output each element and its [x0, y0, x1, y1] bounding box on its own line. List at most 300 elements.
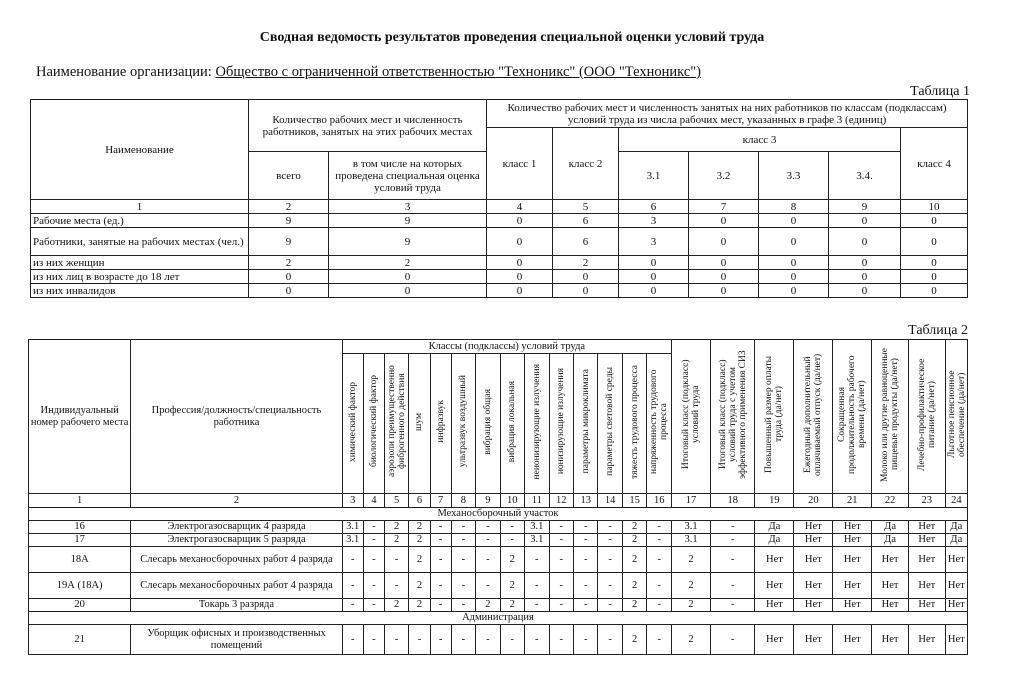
t1-value-cell: 9 [329, 228, 487, 256]
t1-header-assessed: в том числе на которых проведена специальная оценка условий труда [329, 152, 487, 200]
t1-value-cell: 0 [619, 256, 689, 270]
t2-value-cell: Нет [908, 521, 945, 534]
t2-value-cell: 2 [500, 547, 524, 573]
t2-header-factor [647, 354, 672, 494]
t2-header-factor-label: параметры микроклимата [580, 369, 591, 474]
t2-header-factor-label: ультразвук воздушный [458, 375, 469, 468]
t1-header-3-3: 3.3 [759, 152, 829, 200]
t2-value-cell: Нет [833, 547, 872, 573]
t1-header-class1: класс 1 [487, 128, 553, 200]
t2-header-factor-label: химический фактор [347, 381, 358, 462]
t1-number-cell: 3 [329, 200, 487, 214]
t1-number-cell: 9 [829, 200, 901, 214]
table1-caption: Таблица 1 [910, 84, 970, 99]
t2-value-cell: - [549, 521, 573, 534]
t1-value-cell: 9 [249, 214, 329, 228]
t1-header-group1: Количество рабочих мест и численность работников, занятых на этих рабочих местах [249, 100, 487, 152]
t2-value-cell: - [549, 547, 573, 573]
t2-header-factor-label: Итоговый класс (подкласс) условий труда с учетом эффективного применения СИЗ [717, 350, 748, 479]
t1-row-label: из них женщин [31, 256, 249, 270]
t2-number-cell: 13 [573, 494, 597, 508]
t1-header-3-4: 3.4. [829, 152, 901, 200]
t2-number-cell: 21 [833, 494, 872, 508]
t2-header-factor-label: шум [414, 412, 425, 431]
t2-row [29, 573, 968, 599]
t2-number-cell: 6 [409, 494, 430, 508]
t2-value-cell: - [430, 521, 451, 534]
t2-header-factor-label: вибрация общая [482, 388, 493, 455]
t2-workplace-number: 18А [29, 547, 131, 573]
t2-number-cell: 3 [342, 494, 363, 508]
t2-value-cell: - [363, 521, 384, 534]
t1-value-cell: 0 [329, 284, 487, 298]
t2-value-cell: - [598, 573, 622, 599]
t1-value-cell: 0 [487, 214, 553, 228]
t1-value-cell: 0 [553, 284, 619, 298]
t2-section-row [29, 612, 968, 625]
t1-value-cell: 0 [249, 284, 329, 298]
t2-header-factor [672, 340, 711, 494]
table2-caption: Таблица 2 [908, 323, 968, 338]
t1-header-group2: Количество рабочих мест и численность занятых на них работников по классам (подклассам) условий труда из числа рабочих мест, указанных в графе 3 (единиц) [487, 100, 968, 128]
summary-table [30, 99, 968, 298]
t2-value-cell: - [476, 521, 500, 534]
t2-value-cell: - [363, 625, 384, 655]
t2-value-cell: - [573, 599, 597, 612]
t2-number-cell: 20 [794, 494, 833, 508]
t2-value-cell: 2 [409, 521, 430, 534]
t1-value-cell: 6 [553, 228, 619, 256]
t2-value-cell: - [500, 625, 524, 655]
t2-value-cell: - [430, 573, 451, 599]
t2-value-cell: Нет [833, 599, 872, 612]
t2-value-cell: - [384, 625, 408, 655]
t2-value-cell: Да [755, 521, 794, 534]
t2-value-cell: - [647, 521, 672, 534]
t2-number-cell: 11 [525, 494, 549, 508]
t2-number-cell: 12 [549, 494, 573, 508]
t2-header-factor-label: Лечебно-профилактическое питание (да/нет) [916, 358, 937, 471]
t2-value-cell: 3.1 [525, 521, 549, 534]
t2-number-cell: 8 [451, 494, 475, 508]
t2-profession: Уборщик офисных и производственных помещений [131, 625, 342, 655]
t2-value-cell: 2 [409, 547, 430, 573]
t2-value-cell: - [549, 573, 573, 599]
t1-value-cell: 0 [487, 228, 553, 256]
t1-value-cell: 0 [829, 214, 901, 228]
t2-value-cell: - [476, 534, 500, 547]
t1-value-cell: 0 [901, 214, 968, 228]
t2-header-factor [872, 340, 909, 494]
t1-row-label: из них инвалидов [31, 284, 249, 298]
t1-value-cell: 2 [249, 256, 329, 270]
t1-value-cell: 2 [553, 256, 619, 270]
t2-header-factor-label: Сокращенная продолжительность рабочего времени (да/нет) [837, 355, 868, 474]
t2-value-cell: 2 [409, 599, 430, 612]
t2-value-cell: - [451, 599, 475, 612]
t2-header-factor-label: Итоговый класс (подкласс) условий труда [681, 359, 702, 470]
t2-value-cell: 2 [672, 599, 711, 612]
t2-header-factor-label: инфразвук [435, 400, 446, 443]
t2-header-factor [363, 354, 384, 494]
t2-value-cell: Нет [755, 573, 794, 599]
t2-value-cell: - [363, 534, 384, 547]
t2-value-cell: 2 [622, 547, 646, 573]
t1-value-cell: 0 [829, 256, 901, 270]
t2-value-cell: - [500, 534, 524, 547]
t1-row-label: из них лиц в возрасте до 18 лет [31, 270, 249, 284]
t2-value-cell: - [647, 534, 672, 547]
t2-value-cell: 2 [622, 573, 646, 599]
t2-header-factor-label: неионизирующие излучения [531, 363, 542, 480]
t2-value-cell: 2 [672, 625, 711, 655]
t2-value-cell: 3.1 [342, 534, 363, 547]
t2-header-factor-label: Ежегодный дополнительный оплачиваемый отпуск (да/нет) [803, 353, 824, 476]
t1-value-cell: 0 [759, 214, 829, 228]
t2-value-cell: 2 [409, 573, 430, 599]
t2-value-cell: Нет [908, 534, 945, 547]
t2-number-row [29, 494, 968, 508]
t2-header-factor-label: напряженность трудового процесса [649, 369, 670, 474]
t2-number-cell: 14 [598, 494, 622, 508]
t2-profession: Слесарь механосборочных работ 4 разряда [131, 547, 342, 573]
t2-value-cell: Нет [833, 625, 872, 655]
t2-value-cell: - [573, 534, 597, 547]
t2-value-cell: 2 [384, 521, 408, 534]
t2-header-factor [409, 354, 430, 494]
t2-row [29, 521, 968, 534]
t2-value-cell: - [476, 547, 500, 573]
t2-header-factor [833, 340, 872, 494]
t2-value-cell: - [710, 534, 754, 547]
t2-value-cell: - [710, 573, 754, 599]
t2-number-cell: 10 [500, 494, 524, 508]
t2-value-cell: 3.1 [525, 534, 549, 547]
t1-row [31, 228, 968, 256]
t2-value-cell: 2 [384, 599, 408, 612]
t1-header-3-1: 3.1 [619, 152, 689, 200]
t2-value-cell: - [573, 573, 597, 599]
t2-value-cell: - [525, 625, 549, 655]
t2-value-cell: Да [872, 521, 909, 534]
t2-value-cell: 3.1 [672, 521, 711, 534]
t2-value-cell: - [500, 521, 524, 534]
t1-value-cell: 0 [619, 270, 689, 284]
t1-value-cell: 0 [759, 270, 829, 284]
t2-number-cell: 15 [622, 494, 646, 508]
t2-value-cell: - [549, 599, 573, 612]
t1-value-cell: 0 [759, 256, 829, 270]
t1-number-cell: 2 [249, 200, 329, 214]
t2-header-classes: Классы (подклассы) условий труда [342, 340, 671, 354]
t2-value-cell: - [430, 599, 451, 612]
t2-value-cell: 2 [672, 573, 711, 599]
t1-row [31, 284, 968, 298]
t2-value-cell: - [598, 625, 622, 655]
t2-number-cell: 4 [363, 494, 384, 508]
t2-header-factor [451, 354, 475, 494]
t1-row [31, 270, 968, 284]
t2-value-cell: Нет [908, 547, 945, 573]
t2-value-cell: Нет [872, 625, 909, 655]
t2-value-cell: - [363, 573, 384, 599]
t2-number-cell: 17 [672, 494, 711, 508]
t1-header-name: Наименование [31, 100, 249, 200]
t1-value-cell: 0 [487, 270, 553, 284]
t2-value-cell: Нет [945, 573, 967, 599]
t1-value-cell: 9 [329, 214, 487, 228]
t1-value-cell: 9 [249, 228, 329, 256]
t2-value-cell: - [549, 534, 573, 547]
t2-value-cell: Нет [794, 625, 833, 655]
t2-value-cell: Нет [833, 521, 872, 534]
t2-value-cell: 2 [672, 547, 711, 573]
t2-value-cell: 2 [622, 534, 646, 547]
t2-row [29, 534, 968, 547]
t2-number-cell: 23 [908, 494, 945, 508]
t2-value-cell: - [363, 547, 384, 573]
t2-value-cell: - [342, 625, 363, 655]
t2-value-cell: Да [755, 534, 794, 547]
t2-header-factor [476, 354, 500, 494]
t2-header-factor [549, 354, 573, 494]
t2-value-cell: Нет [945, 599, 967, 612]
t2-value-cell: Нет [755, 599, 794, 612]
t2-value-cell: 2 [384, 534, 408, 547]
t2-value-cell: Нет [908, 573, 945, 599]
t2-value-cell: Нет [872, 573, 909, 599]
t2-header-factor [598, 354, 622, 494]
t1-number-cell: 10 [901, 200, 968, 214]
t2-header-factor [710, 340, 754, 494]
t1-number-cell: 1 [31, 200, 249, 214]
t2-value-cell: - [525, 599, 549, 612]
t1-header-3-2: 3.2 [689, 152, 759, 200]
t2-header-factor-label: аэрозоли преимущественно фиброгенного действия [386, 365, 407, 478]
t2-header-factor-label: Повышенный размер оплаты труда (да/нет) [764, 355, 785, 474]
t2-value-cell: 3.1 [342, 521, 363, 534]
t1-value-cell: 0 [689, 228, 759, 256]
t1-number-cell: 6 [619, 200, 689, 214]
t2-value-cell: Да [945, 521, 967, 534]
t1-value-cell: 0 [901, 270, 968, 284]
t1-row-label: Работники, занятые на рабочих местах (чел.) [31, 228, 249, 256]
t1-value-cell: 0 [249, 270, 329, 284]
t2-header-factor-label: тяжесть трудового процесса [629, 364, 640, 479]
t2-value-cell: - [710, 521, 754, 534]
workplaces-table [28, 339, 968, 655]
t2-value-cell: Нет [908, 625, 945, 655]
t2-value-cell: - [598, 521, 622, 534]
t2-value-cell: - [409, 625, 430, 655]
t1-number-cell: 7 [689, 200, 759, 214]
t2-value-cell: - [598, 534, 622, 547]
t2-value-cell: Нет [945, 547, 967, 573]
t2-value-cell: - [451, 534, 475, 547]
t2-number-cell: 5 [384, 494, 408, 508]
t1-row [31, 214, 968, 228]
t2-value-cell: - [451, 573, 475, 599]
t2-header-factor [755, 340, 794, 494]
t2-value-cell: Нет [908, 599, 945, 612]
t1-value-cell: 0 [901, 228, 968, 256]
t1-value-cell: 3 [619, 228, 689, 256]
t2-value-cell: - [430, 534, 451, 547]
t2-value-cell: - [573, 547, 597, 573]
t1-value-cell: 0 [901, 284, 968, 298]
t2-value-cell: - [710, 599, 754, 612]
t2-value-cell: Нет [872, 599, 909, 612]
t2-value-cell: - [710, 625, 754, 655]
t2-value-cell: - [647, 547, 672, 573]
t2-value-cell: - [476, 573, 500, 599]
t1-header-class4: класс 4 [901, 128, 968, 200]
t2-profession: Электрогазосварщик 5 разряда [131, 534, 342, 547]
t1-value-cell: 0 [901, 256, 968, 270]
t2-value-cell: 2 [622, 599, 646, 612]
t2-number-cell: 2 [131, 494, 342, 508]
t1-value-cell: 2 [329, 256, 487, 270]
t2-header-factor-label: параметры световой среды [605, 367, 616, 476]
t2-section-row [29, 508, 968, 521]
t2-value-cell: - [573, 521, 597, 534]
t2-workplace-number: 16 [29, 521, 131, 534]
t2-header-factor-label: ионизирующие излучения [556, 368, 567, 475]
t2-header-factor [573, 354, 597, 494]
t2-value-cell: - [598, 547, 622, 573]
t2-profession: Слесарь механосборочных работ 4 разряда [131, 573, 342, 599]
t1-value-cell: 0 [689, 256, 759, 270]
t1-number-cell: 8 [759, 200, 829, 214]
t2-value-cell: - [573, 625, 597, 655]
t2-header-factor-label: биологический фактор [368, 375, 379, 468]
t2-number-cell: 19 [755, 494, 794, 508]
t2-value-cell: - [710, 547, 754, 573]
t2-value-cell: Нет [794, 547, 833, 573]
t2-number-cell: 18 [710, 494, 754, 508]
t2-value-cell: - [363, 599, 384, 612]
t2-value-cell: - [525, 547, 549, 573]
t2-header-factor [622, 354, 646, 494]
t2-header-factor [945, 340, 967, 494]
t2-value-cell: Да [945, 534, 967, 547]
t2-value-cell: Нет [794, 534, 833, 547]
t1-value-cell: 0 [829, 270, 901, 284]
t2-number-cell: 1 [29, 494, 131, 508]
t2-value-cell: 3.1 [672, 534, 711, 547]
t2-value-cell: - [430, 625, 451, 655]
t2-value-cell: - [451, 521, 475, 534]
t2-value-cell: - [476, 625, 500, 655]
t1-row-label: Рабочие места (ед.) [31, 214, 249, 228]
t2-value-cell: - [647, 625, 672, 655]
t2-number-cell: 24 [945, 494, 967, 508]
t2-value-cell: - [342, 573, 363, 599]
t2-value-cell: Нет [794, 521, 833, 534]
t2-header-factor [525, 354, 549, 494]
t2-value-cell: - [525, 573, 549, 599]
t2-value-cell: Нет [833, 573, 872, 599]
t2-header-profession: Профессия/должность/специальность работника [131, 340, 342, 494]
t2-value-cell: - [647, 599, 672, 612]
t2-section-mechanical: Механосборочный участок [29, 508, 968, 521]
t2-value-cell: Да [872, 534, 909, 547]
t1-value-cell: 0 [829, 228, 901, 256]
t2-value-cell: - [384, 573, 408, 599]
t2-value-cell: Нет [794, 573, 833, 599]
t2-value-cell: - [598, 599, 622, 612]
t2-workplace-number: 20 [29, 599, 131, 612]
t1-value-cell: 0 [329, 270, 487, 284]
t2-value-cell: 2 [500, 599, 524, 612]
t2-workplace-number: 19А (18А) [29, 573, 131, 599]
t2-workplace-number: 21 [29, 625, 131, 655]
t2-number-cell: 16 [647, 494, 672, 508]
t2-value-cell: - [451, 625, 475, 655]
t2-value-cell: Нет [833, 534, 872, 547]
t2-value-cell: Нет [945, 625, 967, 655]
t1-value-cell: 0 [619, 284, 689, 298]
t1-value-cell: 0 [829, 284, 901, 298]
t1-row [31, 256, 968, 270]
organization-name: Общество с ограниченной ответственностью "Техноникс" (ООО "Техноникс") [215, 64, 701, 80]
t1-value-cell: 0 [487, 256, 553, 270]
t1-value-cell: 6 [553, 214, 619, 228]
t2-value-cell: Нет [872, 547, 909, 573]
t2-header-factor-label: вибрация локальная [507, 380, 518, 463]
t2-value-cell: - [342, 599, 363, 612]
t2-header-factor [342, 354, 363, 494]
t2-header-factor [384, 354, 408, 494]
t1-value-cell: 0 [553, 270, 619, 284]
t2-header-factor-label: Льготное пенсионное обеспечение (да/нет) [946, 370, 967, 459]
t2-header-factor [908, 340, 945, 494]
t2-header-factor [794, 340, 833, 494]
t1-value-cell: 0 [759, 284, 829, 298]
t1-value-cell: 0 [689, 284, 759, 298]
t2-value-cell: Нет [755, 547, 794, 573]
t2-value-cell: 2 [500, 573, 524, 599]
t1-number-cell: 5 [553, 200, 619, 214]
t2-value-cell: - [342, 547, 363, 573]
t2-value-cell: 2 [409, 534, 430, 547]
t1-header-class2: класс 2 [553, 128, 619, 200]
organization-label: Наименование организации: [36, 64, 212, 80]
t2-number-cell: 7 [430, 494, 451, 508]
t1-number-row [31, 200, 968, 214]
t2-value-cell: 2 [622, 625, 646, 655]
t1-value-cell: 0 [689, 214, 759, 228]
t2-header-number: Индивидуальный номер рабочего места [29, 340, 131, 494]
t2-row [29, 547, 968, 573]
t1-header-class3: класс 3 [619, 128, 901, 152]
t2-number-cell: 9 [476, 494, 500, 508]
document-title: Сводная ведомость результатов проведения специальной оценки условий труда [259, 30, 765, 45]
t2-header-factor [430, 354, 451, 494]
t1-value-cell: 3 [619, 214, 689, 228]
t1-value-cell: 0 [759, 228, 829, 256]
t2-profession: Электрогазосварщик 4 разряда [131, 521, 342, 534]
t2-value-cell: 2 [476, 599, 500, 612]
t1-number-cell: 4 [487, 200, 553, 214]
t2-value-cell: Нет [755, 625, 794, 655]
t2-value-cell: 2 [622, 521, 646, 534]
organization-line [36, 64, 701, 81]
t2-value-cell: - [549, 625, 573, 655]
t2-value-cell: - [430, 547, 451, 573]
t2-value-cell: Нет [794, 599, 833, 612]
t2-value-cell: - [451, 547, 475, 573]
